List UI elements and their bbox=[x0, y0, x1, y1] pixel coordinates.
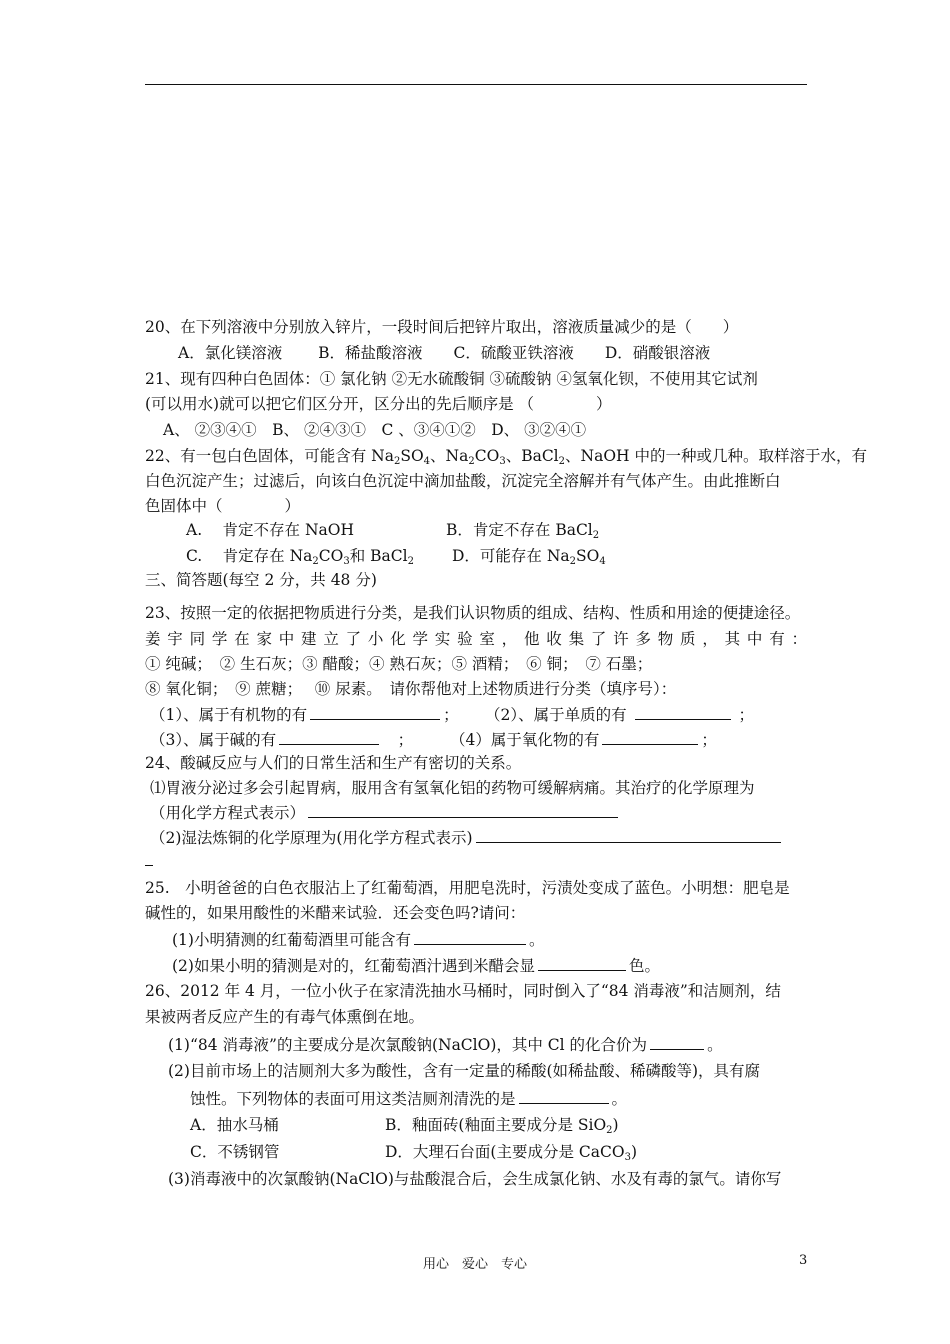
q26-option-b: B．釉面砖(釉面主要成分是 SiO$_2$) bbox=[385, 1116, 619, 1136]
q23-line1: 23、按照一定的依据把物质进行分类，是我们认识物质的组成、结构、性质和用途的便捷途径。 bbox=[145, 604, 801, 622]
q20-stem: 20、在下列溶液中分别放入锌片，一段时间后把锌片取出，溶液质量减少的是（ ） bbox=[145, 318, 739, 336]
q25-line3: (1)小明猜测的红葡萄酒里可能含有 。 bbox=[172, 928, 544, 951]
q22-line3: 色固体中（ ） bbox=[145, 497, 301, 515]
q23-blank-4: （4）属于氧化物的有 ； bbox=[450, 728, 717, 751]
answer-blank[interactable] bbox=[308, 801, 618, 818]
q25-line2: 碱性的，如果用酸性的米醋来试验．还会变色吗?请问： bbox=[145, 904, 526, 922]
q21-line2: (可以用水)就可以把它们区分开，区分出的先后顺序是 （ ） bbox=[145, 395, 612, 413]
q24-line4: （2)湿法炼铜的化学原理为(用化学方程式表示) bbox=[150, 826, 784, 849]
q25-line1: 25. 小明爸爸的白色衣服沾上了红葡萄酒，用肥皂洗时，污渍处变成了蓝色。小明想：肥皂是 bbox=[145, 879, 790, 897]
q22-line2: 白色沉淀产生；过滤后，向该白色沉淀中滴加盐酸，沉淀完全溶解并有气体产生。由此推断白 bbox=[145, 472, 781, 490]
q26-line5: 蚀性。下列物体的表面可用这类洁厕剂清洗的是 。 bbox=[190, 1087, 627, 1110]
q23-blank-2: （2）、属于单质的有 ； bbox=[485, 703, 754, 726]
q26-option-a: A．抽水马桶 bbox=[190, 1116, 279, 1134]
answer-blank[interactable] bbox=[519, 1087, 609, 1104]
q26-line3: (1)“84 消毒液”的主要成分是次氯酸钠(NaClO)，其中 Cl 的化合价为 。 bbox=[168, 1033, 723, 1056]
q24-line3: （用化学方程式表示） bbox=[150, 801, 621, 824]
q24-line2: ⑴胃液分泌过多会引起胃病，服用含有氢氧化铝的药物可缓解病痛。其治疗的化学原理为 bbox=[150, 779, 755, 797]
q23-line3: ① 纯碱； ② 生石灰；③ 醋酸；④ 熟石灰；⑤ 酒精； ⑥ 铜； ⑦ 石墨； bbox=[145, 655, 653, 673]
q23-blank-3: （3）、属于碱的有 ； bbox=[150, 728, 413, 751]
answer-blank[interactable] bbox=[538, 954, 626, 971]
answer-blank[interactable] bbox=[650, 1033, 704, 1050]
q20-options: A．氯化镁溶液 B．稀盐酸溶液 C．硫酸亚铁溶液 D．硝酸银溶液 bbox=[178, 344, 711, 362]
q26-line2: 果被两者反应产生的有毒气体熏倒在地。 bbox=[145, 1008, 425, 1026]
q26-option-c: C．不锈钢管 bbox=[190, 1143, 280, 1161]
q22-option-c: C. 肯定存在 $Na_2CO_3$和 BaCl$_2$ bbox=[186, 547, 414, 567]
answer-blank[interactable] bbox=[279, 728, 379, 745]
q24-continuation-blank[interactable] bbox=[145, 851, 153, 866]
section-heading: 三、简答题(每空 2 分，共 48 分) bbox=[145, 571, 377, 589]
q21-line1: 21、现有四种白色固体：① 氯化钠 ②无水硫酸铜 ③硫酸钠 ④氢氧化钡，不使用其它试剂 bbox=[145, 370, 758, 388]
answer-blank[interactable] bbox=[310, 703, 440, 720]
answer-blank[interactable] bbox=[414, 928, 526, 945]
q25-line4: (2)如果小明的猜测是对的，红葡萄酒汁遇到米醋会显 色。 bbox=[172, 954, 660, 977]
q23-blank-1: （1）、属于有机物的有 ； bbox=[150, 703, 459, 726]
header-rule bbox=[145, 84, 807, 85]
q22-option-a: A. 肯定不存在 NaOH bbox=[186, 521, 355, 539]
q23-line4: ⑧ 氧化铜； ⑨ 蔗糖； ⑩ 尿素。 请你帮他对上述物质进行分类（填序号）： bbox=[145, 680, 677, 698]
page-number: 3 bbox=[799, 1253, 808, 1268]
answer-blank[interactable] bbox=[635, 703, 731, 720]
q22-option-b: B．肯定不存在 BaCl$_2$ bbox=[446, 521, 600, 541]
q26-line1: 26、2012 年 4 月，一位小伙子在家清洗抽水马桶时，同时倒入了“84 消毒液”和洁厕剂，结 bbox=[145, 982, 781, 1000]
page-footer: 用心 爱心 专心 bbox=[422, 1257, 527, 1272]
q24-line1: 24、酸碱反应与人们的日常生活和生产有密切的关系。 bbox=[145, 754, 522, 772]
q22-line1: 22、有一包白色固体，可能含有 $Na_2SO_4$、$Na_2CO_3$、BaCl$_2$、NaOH 中的一种或几种。取样溶于水，有 bbox=[145, 447, 867, 467]
answer-blank[interactable] bbox=[602, 728, 698, 745]
q22-option-d: D．可能存在 $Na_2SO_4$ bbox=[452, 547, 606, 567]
q26-line6: (3)消毒液中的次氯酸钠(NaClO)与盐酸混合后，会生成氯化钠、水及有毒的氯气。请你写 bbox=[168, 1170, 782, 1188]
answer-blank[interactable] bbox=[476, 826, 781, 843]
q23-line2: 姜 宇 同 学 在 家 中 建 立 了 小 化 学 实 验 室 ， 他 收 集 了 许 多 物 质 ， 其 中 有 ： bbox=[145, 630, 807, 648]
q21-options: A、 ②③④① B、 ②④③① C 、③④①② D、 ③②④① bbox=[163, 421, 587, 439]
q26-option-d: D．大理石台面(主要成分是 CaCO$_3$) bbox=[385, 1143, 638, 1163]
q26-line4: (2)目前市场上的洁厕剂大多为酸性，含有一定量的稀酸(如稀盐酸、稀磷酸等)，具有腐 bbox=[168, 1062, 761, 1080]
